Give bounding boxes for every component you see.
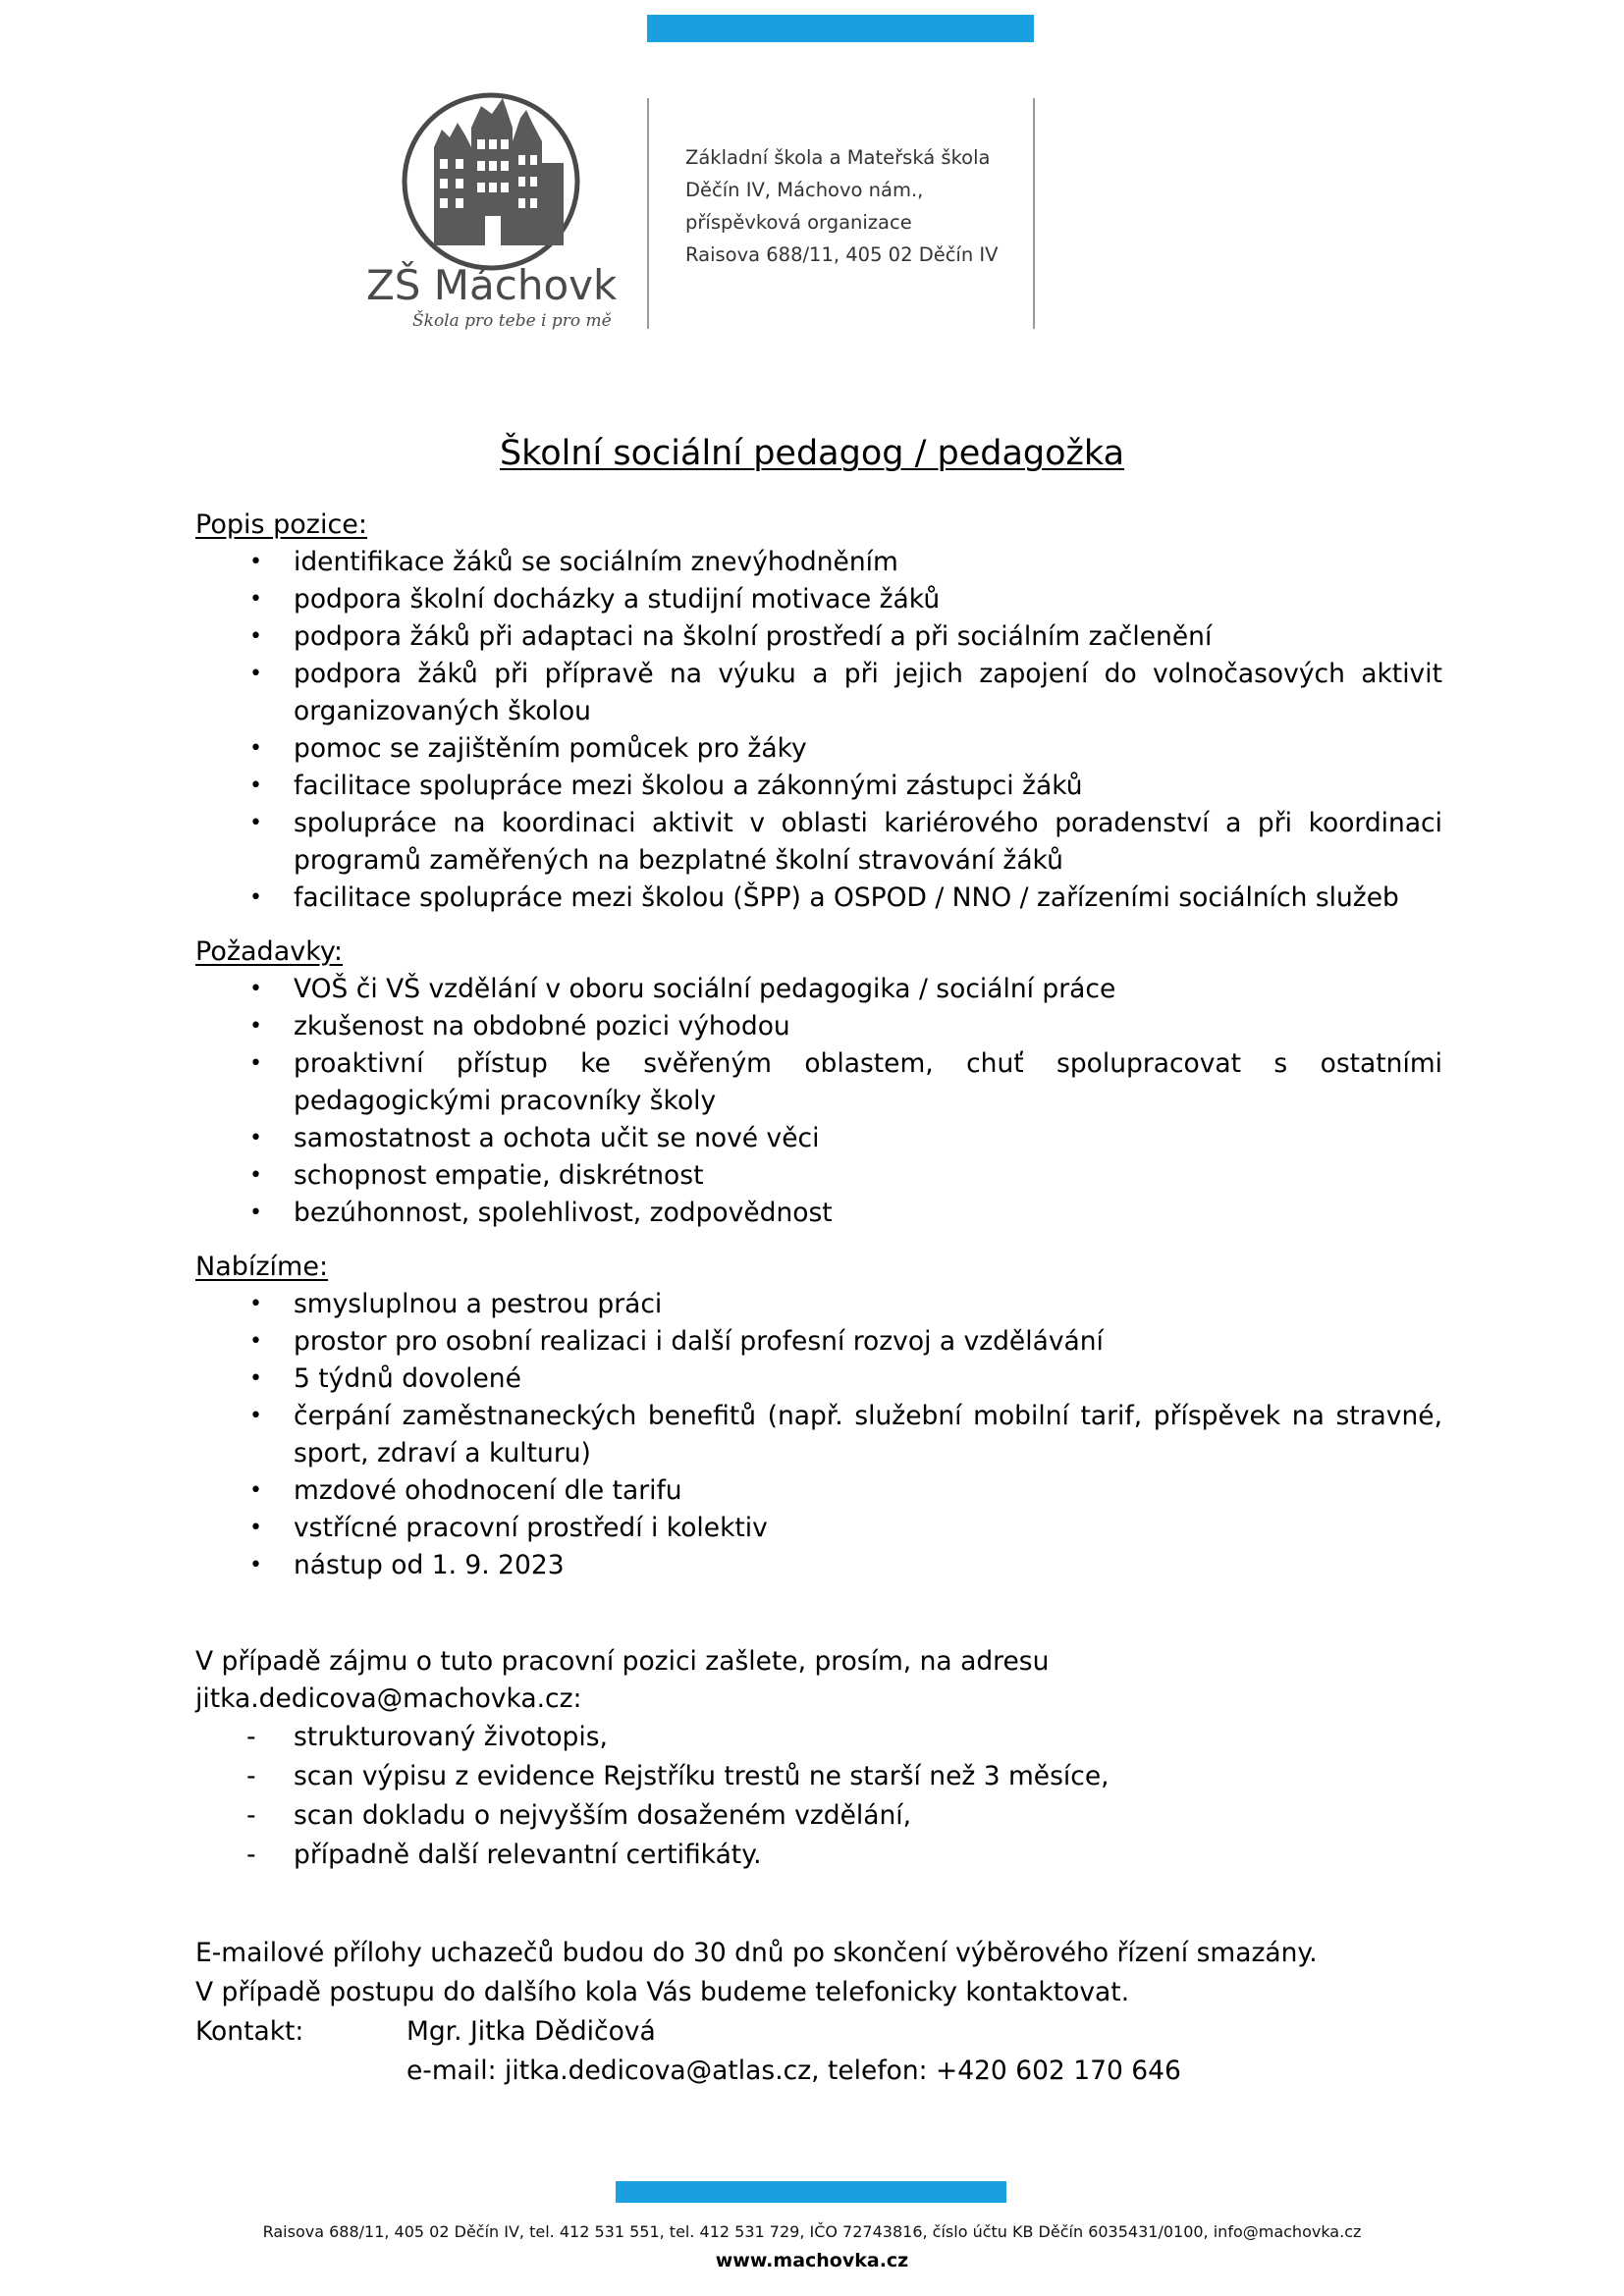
bullet-list xyxy=(195,544,1442,917)
section-pozadavky xyxy=(195,934,1442,1232)
list-item: • samostatnost a ochota učit se nové věci xyxy=(195,1120,1442,1157)
list-item: • facilitace spolupráce mezi školou (ŠPP) a OSPOD / NNO / zařízeními sociálních služeb xyxy=(195,880,1442,917)
note-line: V případě postupu do dalšího kola Vás budeme telefonicky kontaktovat. xyxy=(195,1977,1130,2007)
application-list xyxy=(195,1718,1442,1875)
contact-block xyxy=(195,2012,1442,2091)
section-heading: Nabízíme: xyxy=(195,1252,329,1282)
list-item: • facilitace spolupráce mezi školou a zákonnými zástupci žáků xyxy=(195,768,1442,805)
footer-accent-bar xyxy=(616,2181,1006,2203)
list-item: • podpora žáků při adaptaci na školní prostředí a při sociálním začlenění xyxy=(195,618,1442,656)
list-item: • VOŠ či VŠ vzdělání v oboru sociální pedagogika / sociální práce xyxy=(195,971,1442,1008)
bullet-list xyxy=(195,1286,1442,1584)
footer-website-link[interactable]: www.machovka.cz xyxy=(715,2250,909,2271)
list-item: • nástup od 1. 9. 2023 xyxy=(195,1547,1442,1584)
list-item: - strukturovaný životopis, xyxy=(195,1718,1442,1757)
list-item: • schopnost empatie, diskrétnost xyxy=(195,1157,1442,1195)
list-item: • proaktivní přístup ke svěřeným oblastem, chuť spolupracovat s ostatními pedagogickými pracovníky školy xyxy=(195,1045,1442,1120)
section-heading: Popis pozice: xyxy=(195,509,368,540)
school-address xyxy=(685,141,999,271)
list-item: • podpora školní docházky a studijní motivace žáků xyxy=(195,581,1442,618)
page-title-text: Školní sociální pedagog / pedagožka xyxy=(499,434,1125,473)
list-item: • vstřícné pracovní prostředí i kolektiv xyxy=(195,1510,1442,1547)
list-item: • mzdové ohodnocení dle tarifu xyxy=(195,1472,1442,1510)
list-item: • spolupráce na koordinaci aktivit v oblasti kariérového poradenství a při koordinaci programů zaměřených na bezplatné školní stravování žáků xyxy=(195,805,1442,880)
list-item: • bezúhonnost, spolehlivost, zodpovědnost xyxy=(195,1195,1442,1232)
contact-label: Kontakt: xyxy=(195,2016,304,2047)
document-body xyxy=(195,507,1442,2091)
list-item: • čerpání zaměstnaneckých benefitů (např. služební mobilní tarif, příspěvek na stravné, sport, zdraví a kulturu) xyxy=(195,1398,1442,1472)
list-item: • zkušenost na obdobné pozici výhodou xyxy=(195,1008,1442,1045)
list-item: • smysluplnou a pestrou práci xyxy=(195,1286,1442,1323)
note-line: E-mailové přílohy uchazečů budou do 30 dnů po skončení výběrového řízení smazány. xyxy=(195,1938,1318,1968)
contact-name: Mgr. Jitka Dědičová xyxy=(406,2016,656,2047)
section-heading: Požadavky: xyxy=(195,936,344,967)
list-item: • podpora žáků při přípravě na výuku a při jejich zapojení do volnočasových aktivit organizovaných školou xyxy=(195,656,1442,730)
footer-address: Raisova 688/11, 405 02 Děčín IV, tel. 412 531 551, tel. 412 531 729, IČO 72743816, číslo účtu KB Děčín 6035431/0100, info@machovka.cz xyxy=(262,2222,1362,2241)
list-item: - scan dokladu o nejvyšším dosaženém vzdělání, xyxy=(195,1796,1442,1836)
header-divider-right xyxy=(1033,98,1035,329)
address-line: Raisova 688/11, 405 02 Děčín IV xyxy=(685,243,999,266)
address-line: Základní škola a Mateřská škola xyxy=(685,146,991,169)
list-item: - scan výpisu z evidence Rejstříku trestů ne starší než 3 měsíce, xyxy=(195,1757,1442,1796)
bullet-list xyxy=(195,971,1442,1232)
header-divider-left xyxy=(647,98,649,329)
header-accent-bar xyxy=(647,15,1034,42)
list-item: - případně další relevantní certifikáty. xyxy=(195,1836,1442,1875)
section-nabizime xyxy=(195,1249,1442,1584)
page-title xyxy=(0,434,1624,473)
logo-tagline: Škola pro tebe i pro mě xyxy=(412,311,612,331)
list-item: • prostor pro osobní realizaci i další profesní rozvoj a vzdělávání xyxy=(195,1323,1442,1361)
contact-info xyxy=(406,2012,1181,2091)
address-line: příspěvková organizace xyxy=(685,211,912,234)
section-popis xyxy=(195,507,1442,917)
list-item: • pomoc se zajištěním pomůcek pro žáky xyxy=(195,730,1442,768)
logo-main-text: ZŠ Máchovka xyxy=(366,261,619,309)
application-intro: V případě zájmu o tuto pracovní pozici zašlete, prosím, na adresu jitka.dedicova@machovka.cz: xyxy=(195,1646,1050,1714)
school-logo xyxy=(363,69,619,334)
address-line: Děčín IV, Máchovo nám., xyxy=(685,179,924,201)
list-item: • identifikace žáků se sociálním znevýhodněním xyxy=(195,544,1442,581)
contact-details: e-mail: jitka.dedicova@atlas.cz, telefon: +420 602 170 646 xyxy=(406,2056,1181,2086)
list-item: • 5 týdnů dovolené xyxy=(195,1361,1442,1398)
